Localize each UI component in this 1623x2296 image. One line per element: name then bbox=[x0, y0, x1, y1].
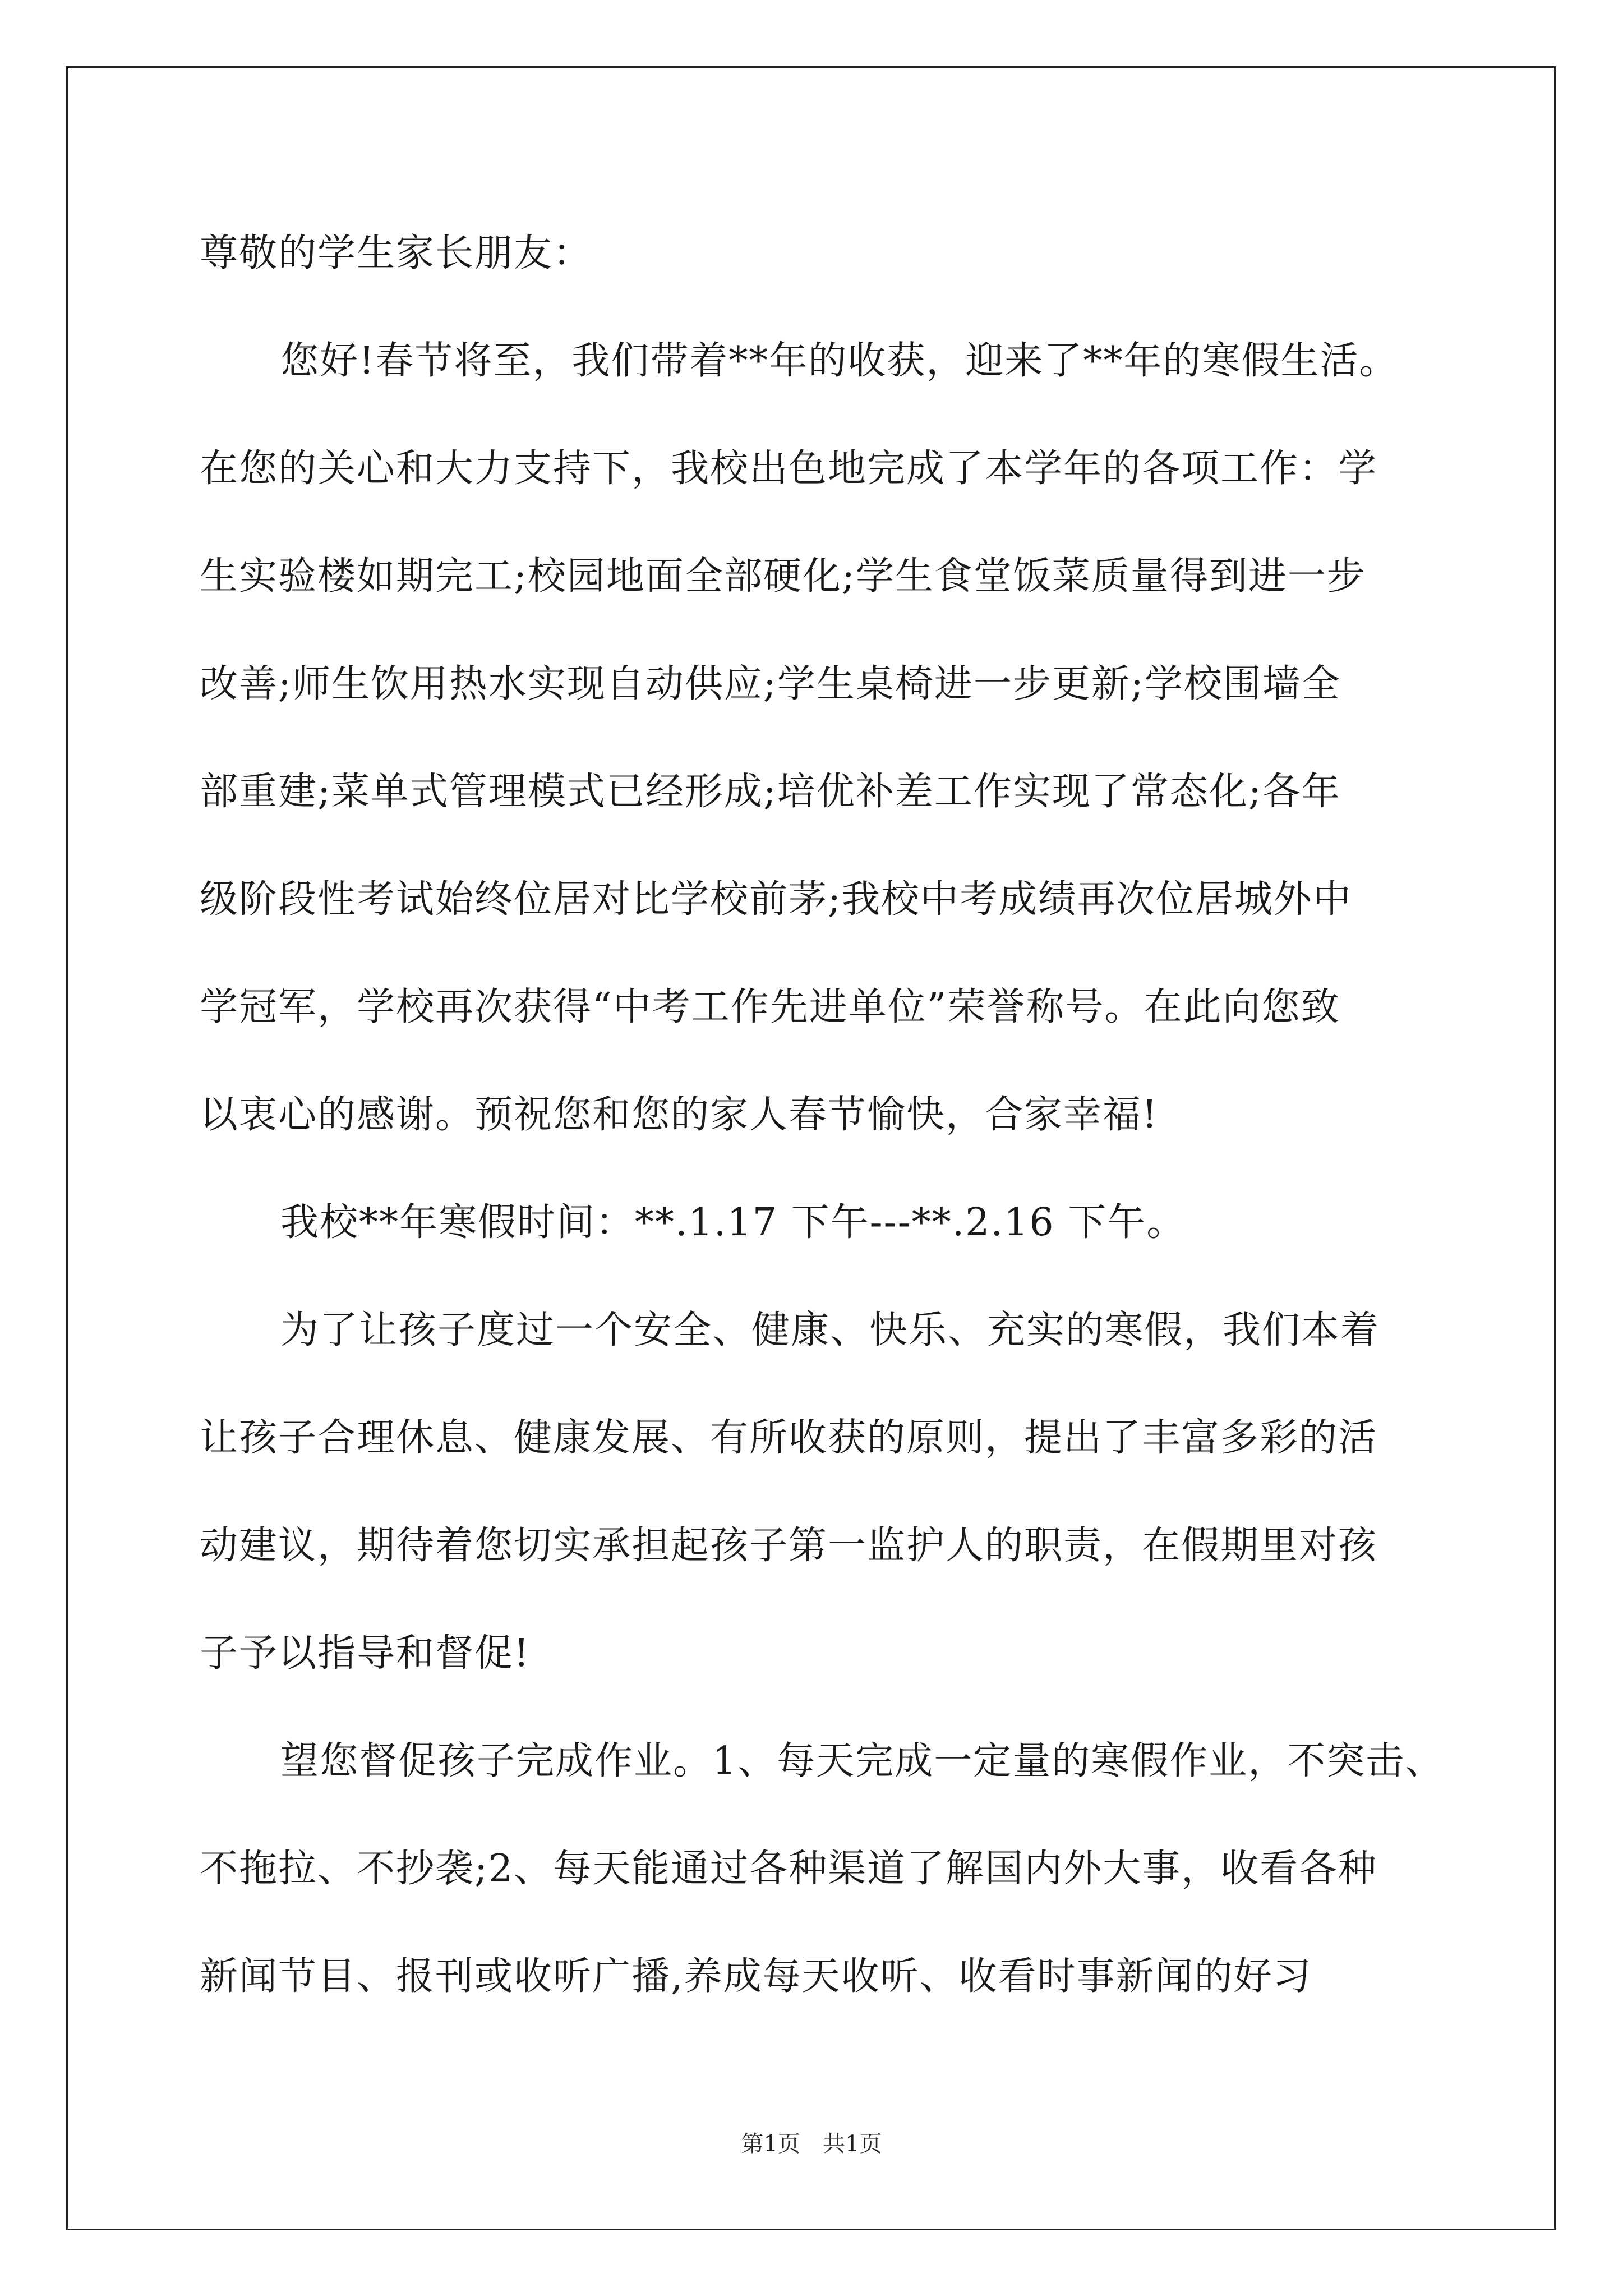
page-total: 共1页 bbox=[823, 2131, 882, 2157]
paragraph-line: 级阶段性考试始终位居对比学校前茅;我校中考成绩再次位居城外中 bbox=[200, 877, 1352, 922]
paragraph-line: 在您的关心和大力支持下，我校出色地完成了本学年的各项工作：学 bbox=[200, 447, 1378, 491]
salutation: 尊敬的学生家长朋友： bbox=[200, 231, 593, 275]
paragraph-line: 生实验楼如期完工;校园地面全部硬化;学生食堂饭菜质量得到进一步 bbox=[200, 554, 1366, 599]
paragraph-line: 以衷心的感谢。预祝您和您的家人春节愉快，合家幸福! bbox=[200, 1093, 1159, 1137]
paragraph-line: 子予以指导和督促! bbox=[200, 1631, 531, 1676]
page-footer bbox=[0, 2126, 1623, 2158]
paragraph-line: 部重建;菜单式管理模式已经形成;培优补差工作实现了常态化;各年 bbox=[200, 770, 1341, 814]
paragraph-line: 您好!春节将至，我们带着**年的收获，迎来了**年的寒假生活。 bbox=[280, 339, 1399, 383]
letter-body bbox=[200, 200, 1445, 2031]
paragraph-line: 为了让孩子度过一个安全、健康、快乐、充实的寒假，我们本着 bbox=[280, 1308, 1380, 1352]
page-number: 第1页 bbox=[741, 2131, 800, 2157]
paragraph-line: 改善;师生饮用热水实现自动供应;学生桌椅进一步更新;学校围墙全 bbox=[200, 662, 1341, 706]
paragraph-line: 新闻节目、报刊或收听广播,养成每天收听、收看时事新闻的好习 bbox=[200, 1954, 1312, 1999]
paragraph-line: 望您督促孩子完成作业。1、每天完成一定量的寒假作业，不突击、 bbox=[280, 1739, 1445, 1783]
paragraph-line: 动建议，期待着您切实承担起孩子第一监护人的职责，在假期里对孩 bbox=[200, 1524, 1378, 1568]
paragraph-line: 学冠军，学校再次获得“中考工作先进单位”荣誉称号。在此向您致 bbox=[200, 985, 1340, 1029]
paragraph-line: 我校**年寒假时间：**.1.17 下午---**.2.16 下午。 bbox=[280, 1200, 1186, 1245]
paragraph-line: 不拖拉、不抄袭;2、每天能通过各种渠道了解国内外大事，收看各种 bbox=[200, 1847, 1378, 1891]
paragraph-line: 让孩子合理休息、健康发展、有所收获的原则，提出了丰富多彩的活 bbox=[200, 1416, 1378, 1460]
